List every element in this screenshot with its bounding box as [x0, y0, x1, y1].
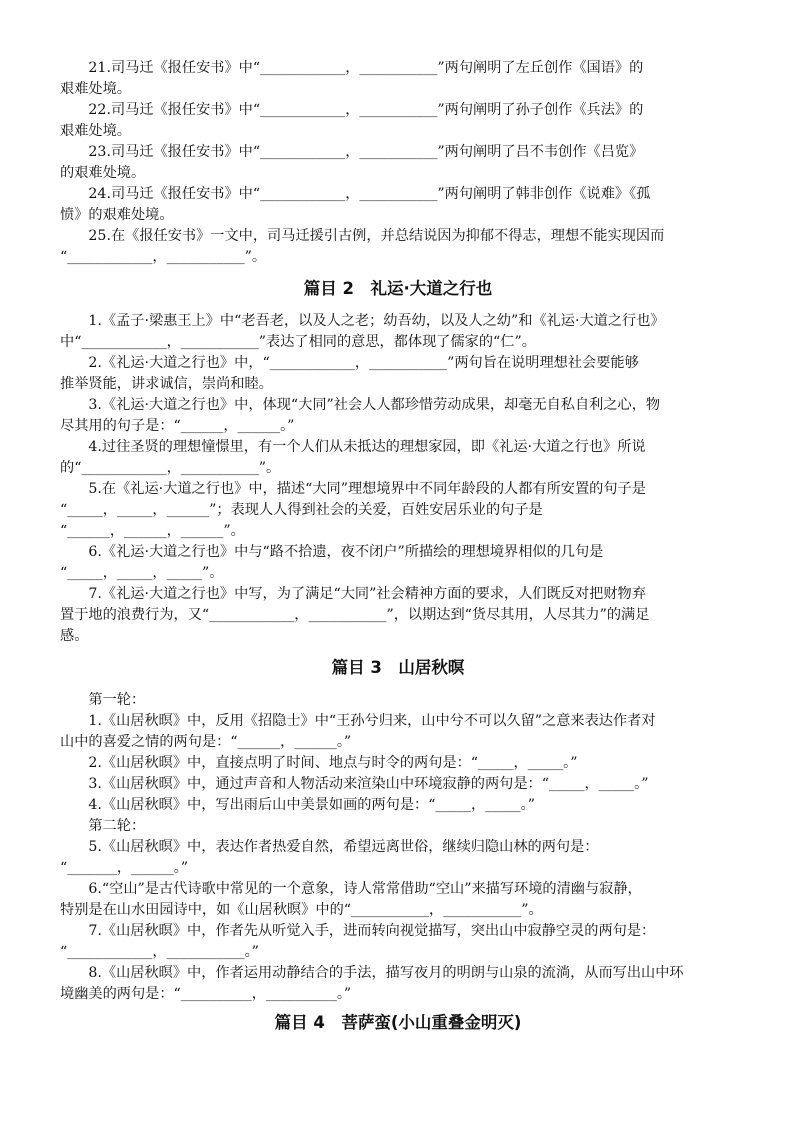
question-2: 2.《山居秋暝》中，直接点明了时间、地点与时令的两句是：“_____，_____。”: [88, 755, 578, 771]
question-4: 4.《山居秋暝》中，写出雨后山中美景如画的两句是：“_____，_____。”: [88, 797, 535, 813]
question-6: 6.“空山”是古代诗歌中常见的一个意象，诗人常常借助“空山”来描写环境的清幽与寂静，: [88, 881, 642, 897]
question-8-cont: 境幽美的两句是：“__________，__________。”: [60, 986, 352, 1002]
section-baorenanshu: [60, 58, 736, 268]
question-1-cont: 中“____________，___________”表达了相同的意思，都体现了儒家的“仁”。: [60, 334, 536, 350]
question-7: 7.《山居秋暝》中，作者先从听觉入手，进而转向视觉描写，突出山中寂静空灵的两句是：: [88, 923, 656, 939]
question-6-cont: 特别是在山水田园诗中，如《山居秋暝》中的“___________，___________”。: [60, 902, 543, 918]
question-24-cont: 愤》的艰难处境。: [60, 207, 174, 223]
question-5-cont2: “______，______，______”。: [60, 523, 245, 539]
question-7: 7.《礼运·大道之行也》中写，为了满足“大同”社会精神方面的要求，人们既反对把财物弃: [88, 586, 646, 602]
question-23-cont: 的艰难处境。: [60, 165, 146, 181]
section-heading: 篇目 2 礼运·大道之行也: [303, 279, 493, 298]
question-24: 24.司马迁《报任安书》中“____________，___________”两句阐明了韩非创作《说难》《孤: [88, 186, 651, 202]
section-liyun: [60, 277, 736, 647]
section-heading: 篇目 3 山居秋暝: [331, 658, 465, 677]
question-23: 23.司马迁《报任安书》中“____________，___________”两句阐明了吕不韦创作《吕览》: [88, 144, 644, 160]
question-3-cont: 尽其用的句子是：“______，______。”: [60, 418, 295, 434]
question-1: 1.《山居秋暝》中，反用《招隐士》中“王孙兮归来，山中兮不可以久留”之意来表达作者对: [88, 713, 656, 729]
question-8: 8.《山居秋暝》中，作者运用动静结合的手法，描写夜月的明朗与山泉的流淌，从而写出山中环: [88, 965, 684, 981]
question-6-cont: “_____，_____，_____”。: [60, 565, 224, 581]
question-22: 22.司马迁《报任安书》中“____________，___________”两句阐明了孙子创作《兵法》的: [88, 102, 644, 118]
question-21-cont: 艰难处境。: [60, 81, 131, 97]
question-3: 3.《山居秋暝》中，通过声音和人物活动来渲染山中环境寂静的两句是：“_____，_____。”: [88, 776, 649, 792]
question-5: 5.在《礼运·大道之行也》中，描述“大同”理想境界中不同年龄段的人都有所安置的句子是: [88, 481, 646, 497]
question-1-cont: 山中的喜爱之情的两句是：“______，______。”: [60, 734, 352, 750]
question-22-cont: 艰难处境。: [60, 123, 131, 139]
document-page: [60, 58, 736, 1045]
question-5: 5.《山居秋暝》中，表达作者热爱自然，希望远离世俗，继续归隐山林的两句是：: [88, 839, 599, 855]
section-heading: 篇目 4 菩萨蛮(小山重叠金明灭): [274, 1013, 522, 1032]
question-4: 4.过往圣贤的理想憧憬里，有一个人们从未抵达的理想家园，即《礼运·大道之行也》所说: [88, 439, 646, 455]
round-label: 第二轮：: [88, 818, 146, 834]
question-5-cont: “_____，_____，______”；表现人人得到社会的关爱，百姓安居乐业的句子是: [60, 502, 543, 518]
question-7-cont: 置于地的浪费行为，又“____________，___________”，以期达到“货尽其用，人尽其力”的满足: [60, 607, 650, 623]
question-25: 25.在《报任安书》一文中，司马迁援引古例，并总结说因为抑郁不得志，理想不能实现因而: [88, 228, 665, 244]
question-5-cont: “_______，______。”: [60, 860, 189, 876]
question-25-cont: “____________，___________”。: [60, 249, 267, 265]
question-7-cont2: 感。: [60, 628, 89, 644]
question-2: 2.《礼运·大道之行也》中，“____________，___________”两句旨在说明理想社会要能够: [88, 355, 639, 371]
section-pusaman: [60, 1011, 736, 1035]
question-2-cont: 推举贤能，讲求诚信，崇尚和睦。: [60, 376, 273, 392]
question-3: 3.《礼运·大道之行也》中，体现“大同”社会人人都珍惜劳动成果，却毫无自私自利之心，物: [88, 397, 661, 413]
question-21: 21.司马迁《报任安书》中“____________，___________”两句阐明了左丘创作《国语》的: [88, 60, 644, 76]
question-1: 1.《孟子·梁惠王上》中“老吾老，以及人之老；幼吾幼，以及人之幼”和《礼运·大道之行也》: [88, 313, 665, 329]
question-4-cont: 的“____________，___________”。: [60, 460, 281, 476]
section-shanjuqiuming: [60, 656, 736, 1005]
question-6: 6.《礼运·大道之行也》中与“路不拾遗，夜不闭户”所描绘的理想境界相似的几句是: [88, 544, 604, 560]
round-label: 第一轮：: [88, 692, 146, 708]
question-7-cont: “____________，___________。”: [60, 944, 259, 960]
